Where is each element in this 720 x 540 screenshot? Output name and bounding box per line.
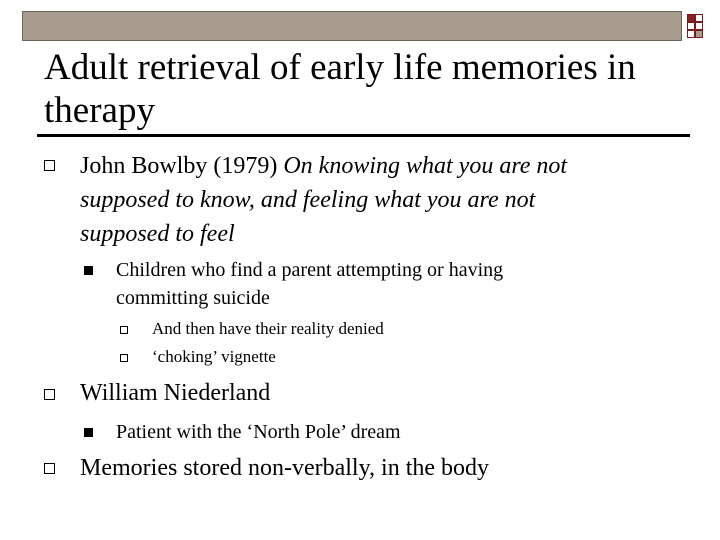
filled-square-bullet-icon [84,428,93,437]
bowlby-title-line1: On knowing what you are not [283,153,568,179]
corner-square [695,30,703,38]
sub-sub-bullet-choking-vignette: ‘choking’ vignette [152,347,276,366]
bullet-bowlby [80,151,680,181]
corner-square [687,22,695,30]
bullet-bowlby-line2 [80,185,680,215]
sub-sub-bullet-reality-denied: And then have their reality denied [152,319,384,338]
slide-title: Adult retrieval of early life memories in therapy [44,47,636,131]
decorative-corner-squares [687,14,711,42]
corner-square [695,22,703,30]
corner-square [687,30,695,38]
decorative-top-bar [22,11,682,41]
hollow-square-bullet-icon [44,389,55,400]
bowlby-title-line2: supposed to know, and feeling what you are not [80,187,536,213]
bowlby-citation: John Bowlby (1979) [80,153,284,179]
bullet-niederland: William Niederland [80,380,271,406]
bullet-bowlby-line3 [80,219,680,249]
hollow-square-bullet-icon [44,463,55,474]
corner-square [687,14,695,22]
corner-square [695,14,703,22]
hollow-square-bullet-icon [120,354,128,362]
title-underline [37,134,690,137]
sub-bullet-children-line1: Children who find a parent attempting or having [116,259,504,281]
hollow-square-bullet-icon [120,326,128,334]
bullet-memories-body: Memories stored non-verbally, in the body [80,455,490,481]
bowlby-title-line3: supposed to feel [80,221,235,247]
filled-square-bullet-icon [84,266,93,275]
sub-bullet-north-pole: Patient with the ‘North Pole’ dream [116,421,401,443]
sub-bullet-children-line2: committing suicide [116,287,270,309]
hollow-square-bullet-icon [44,160,55,171]
